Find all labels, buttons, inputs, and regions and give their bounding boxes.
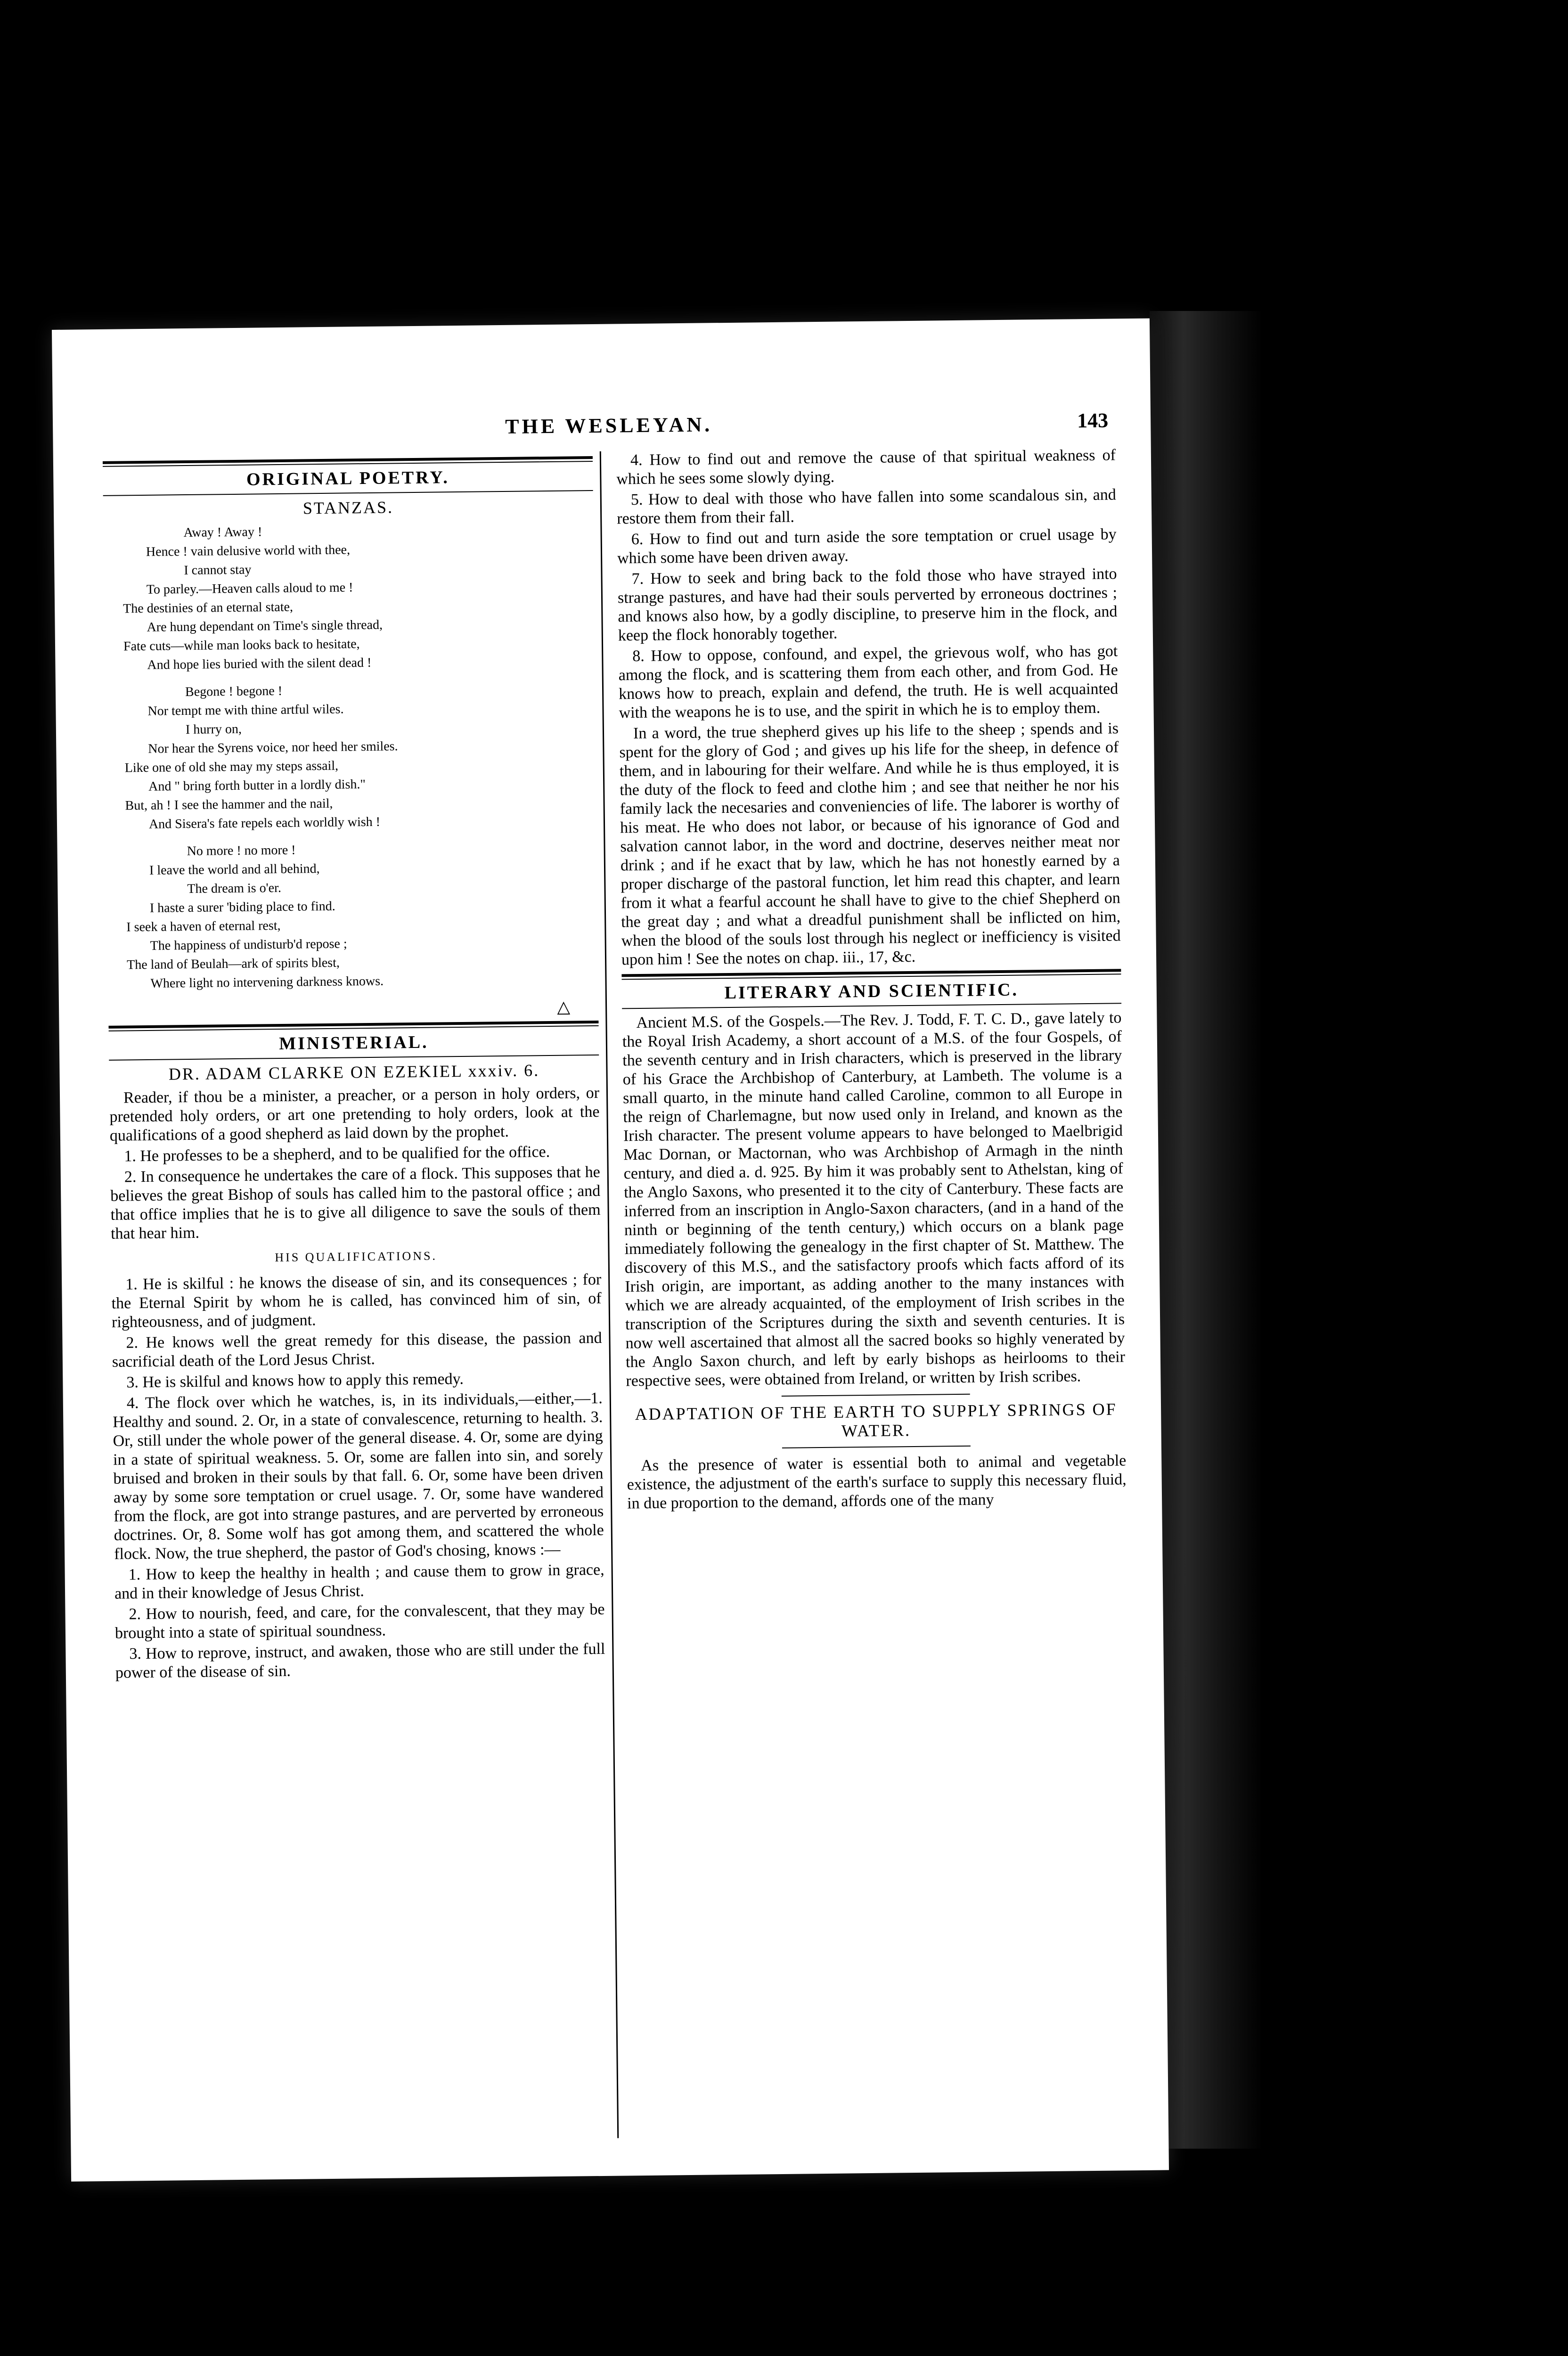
book-spine [1150, 311, 1263, 2149]
poem-line: Like one of old she may my steps assail, [124, 758, 339, 776]
poem-line: I hurry on, [185, 721, 242, 737]
article-paragraph: 3. He is skilful and knows how to apply this remedy. [126, 1370, 464, 1391]
poem-line: I haste a surer 'biding place to find. [149, 899, 335, 916]
page-header [100, 408, 1118, 447]
poem-line: I cannot stay [184, 562, 252, 578]
poem-line: The destinies of an eternal state, [123, 599, 294, 616]
article-paragraph: 1. How to keep the healthy in health ; and cause them to grow in grace, and in their knowledge of Jesus Christ. [114, 1561, 604, 1603]
poem-line: Where light no intervening darkness knows. [150, 973, 384, 991]
article-paragraph: Ancient M.S. of the Gospels.—The Rev. J. Todd, F. T. C. D., gave lately to the Royal Irish Academy, a short account of a M.S. of the four Gospels, of the seventh century and in Irish characters, which is preserved in the library of his Grace the Archbishop of Canterbury, at Lambeth. The volume is a small quarto, in the minute hand called Caroline, common to all Europe in the reign of Charlemagne, but now used only in Ireland, and known as the Irish character. The present volume appears to have belonged to Maelbrigid Mac Dornan, or Mactornan, who was Archbishop of Armagh in the ninth century, and died a. d. 925. By him it was probably sent to Athelstan, king of the Anglo Saxons, who presented it to the city of Canterbury. These facts are inferred from an inscription in Anglo-Saxon characters, (and in a hand of the ninth or beginning of the tenth century,) which occurs on a blank page immediately following the genealogy in the first chapter of St. Matthew. The discovery of this M.S., and the satisfactory proofs which facts afford of its Irish origin, are important, as adding another to the many instances with which we are already acquainted, of the employment of Irish scribes in the transcription of the Scriptures during the sixth and seventh centuries. It is now well ascertained that almost all the sacred books so highly venerated by the Anglo Saxon church, and left by early bishops as heirlooms to their respective sees, were obtained from Ireland, or written by Irish scribes. [622, 1009, 1126, 1390]
article-paragraph: In a word, the true shepherd gives up his life to the sheep ; spends and is spent for the glory of God ; and gives up his life for the sheep, in defence of them, and in labouring for their welfare. And while he is thus employed, it is the duty of the flock to feed and clothe him ; and see that neither he nor his family lack the necesaries and conveniencies of life. The laborer is worthy of his meat. He who does not labor, or because of his ignorance of God and salvation cannot labor, in the word and doctrine, deserves neither meat nor drink ; and if he exact that by law, which he has not honestly earned by a proper discharge of the pastoral function, let him read this chapter, and learn from it what a fearful account he shall have to give to the chief Shepherd on the great day ; and what a dreadful punishment shall be inflicted on him, when the blood of the souls lost through his neglect or inefficiency is visited upon him ! See the notes on chap. iii., 17, &c. [619, 720, 1121, 969]
article-paragraph: 7. How to seek and bring back to the fold those who have strayed into strange pastures, and have had their souls perverted by erroneous doctrines ; and knows also how, by a godly discipline, to preserve him in the flock, and keep the flock honorably together. [617, 565, 1118, 645]
article-paragraph: 3. How to reprove, instruct, and awaken, those who are still under the full power of the disease of sin. [115, 1640, 605, 1682]
section-rule [621, 969, 1121, 980]
poem-stanza [116, 838, 598, 994]
section-title-poetry: ORIGINAL POETRY. [246, 467, 449, 490]
left-column [103, 451, 605, 1685]
section-rule [622, 1003, 1121, 1009]
article-paragraph: 2. In consequence he undertakes the care of a flock. This supposes that he believes the great Bishop of souls has called him to the pastoral office ; and that office implies that he is to give all diligence to save the souls of them that hear him. [110, 1163, 601, 1243]
short-rule [782, 1394, 970, 1397]
section-title-ministerial: MINISTERIAL. [279, 1032, 429, 1054]
qualifications-heading: HIS QUALIFICATIONS. [275, 1249, 438, 1265]
poem-line: No more ! no more ! [187, 843, 296, 859]
article-paragraph: 1. He is skilful : he knows the disease of sin, and its consequences ; for the Eternal Spirit by whom he is called, has convinced him of sin, of righteousness, and of judgment. [111, 1270, 602, 1331]
newspaper-page [52, 319, 1169, 2182]
poem-line: Are hung dependant on Time's single thread, [147, 617, 383, 635]
section-rule [103, 456, 593, 467]
section-rule [109, 1055, 599, 1061]
poem-line: To parley.—Heaven calls aloud to me ! [146, 580, 353, 597]
section-rule [108, 1021, 598, 1031]
poem-signature-mark: △ [557, 997, 571, 1016]
poem-stanza [113, 519, 595, 675]
poem-line: The dream is o'er. [187, 880, 282, 897]
article-paragraph: 6. How to find out and turn aside the sore temptation or cruel usage by which some have been driven away. [617, 525, 1117, 567]
poem-line: I leave the world and all behind, [149, 861, 320, 878]
poem-line: Nor hear the Syrens voice, nor heed her smiles. [148, 739, 398, 756]
poem-line: But, ah ! I see the hammer and the nail, [125, 796, 333, 813]
article-paragraph: As the presence of water is essential both to animal and vegetable existence, the adjustment of the earth's surface to supply this necessary fluid, in due proportion to the demand, affords one of the many [627, 1452, 1127, 1513]
publication-title: THE WESLEYAN. [505, 413, 713, 438]
article-intro: Reader, if thou be a minister, a preacher, or a person in holy orders, or pretended holy orders, or art one pretending to holy orders, look at the qualifications of a good shepherd as laid down by the prophet. [109, 1084, 600, 1145]
article-paragraph: 4. How to find out and remove the cause of that spiritual weakness of which he sees some slowly dying. [616, 446, 1116, 488]
poem-line: Hence ! vain delusive world with thee, [146, 542, 351, 559]
article-title: DR. ADAM CLARKE ON EZEKIEL xxxiv. 6. [168, 1061, 540, 1084]
poem-line: Nor tempt me with thine artful wiles. [147, 702, 344, 719]
column-divider [600, 451, 619, 2138]
section-rule [103, 490, 593, 496]
poem-line: Away ! Away ! [183, 524, 262, 540]
article-paragraph: 2. How to nourish, feed, and care, for the convalescent, that they may be brought into a state of spiritual soundness. [114, 1600, 605, 1642]
poem-line: The land of Beulah—ark of spirits blest, [126, 955, 340, 973]
right-column [616, 446, 1127, 1515]
article-paragraph: 5. How to deal with those who have fallen into some scandalous sin, and restore them from their fall. [617, 486, 1116, 528]
poem-line: And " bring forth butter in a lordly dish." [148, 777, 366, 794]
poem [103, 519, 598, 994]
article-paragraph: 1. He professes to be a shepherd, and to be qualified for the office. [124, 1143, 550, 1165]
short-rule [782, 1446, 971, 1448]
page-number: 143 [1077, 409, 1109, 433]
poem-stanza [114, 679, 596, 834]
article-paragraph: 4. The flock over which he watches, is, in its individuals,—either,—1. Healthy and sound. 2. Or, in a state of convalescence, returning to health. 3. Or, still under the whole power of the general disease. 4. Or, some are dying in a state of spiritual weakness. 5. Or, some are fallen into sin, and sorely bruised and broken in their souls by that fall. 6. Or, some have been driven away by some sore temptation or cruel usage. 7. Or, some have wandered from the flock, are got into strange pastures, and are perverted by erroneous doctrines. Or, 8. Some wolf has got among them, and scattered the whole flock. Now, the true shepherd, the pastor of God's chosing, knows :— [113, 1389, 604, 1563]
article-title: ADAPTATION OF THE EARTH TO SUPPLY SPRINGS OF WATER. [635, 1399, 1117, 1440]
poem-line: And hope lies buried with the silent dead ! [147, 655, 372, 672]
poem-line: I seek a haven of eternal rest, [126, 918, 281, 935]
poem-line: The happiness of undisturb'd repose ; [150, 936, 347, 953]
section-title-literary: LITERARY AND SCIENTIFIC. [724, 980, 1019, 1003]
article-paragraph: 2. He knows well the great remedy for this disease, the passion and sacrificial death of the Lord Jesus Christ. [112, 1329, 602, 1371]
poem-line: Begone ! begone ! [185, 683, 283, 700]
poem-title: STANZAS. [302, 498, 394, 518]
article-paragraph: 8. How to oppose, confound, and expel, the grievous wolf, who has got among the flock, and is scattering them from each other, and from God. He knows how to preach, explain and defend, the truth. He is well acquainted with the weapons he is to use, and the spirit in which he is to employ them. [618, 642, 1119, 722]
poem-line: And Sisera's fate repels each worldly wish ! [148, 814, 381, 832]
poem-line: Fate cuts—while man looks back to hesitate, [123, 637, 360, 654]
